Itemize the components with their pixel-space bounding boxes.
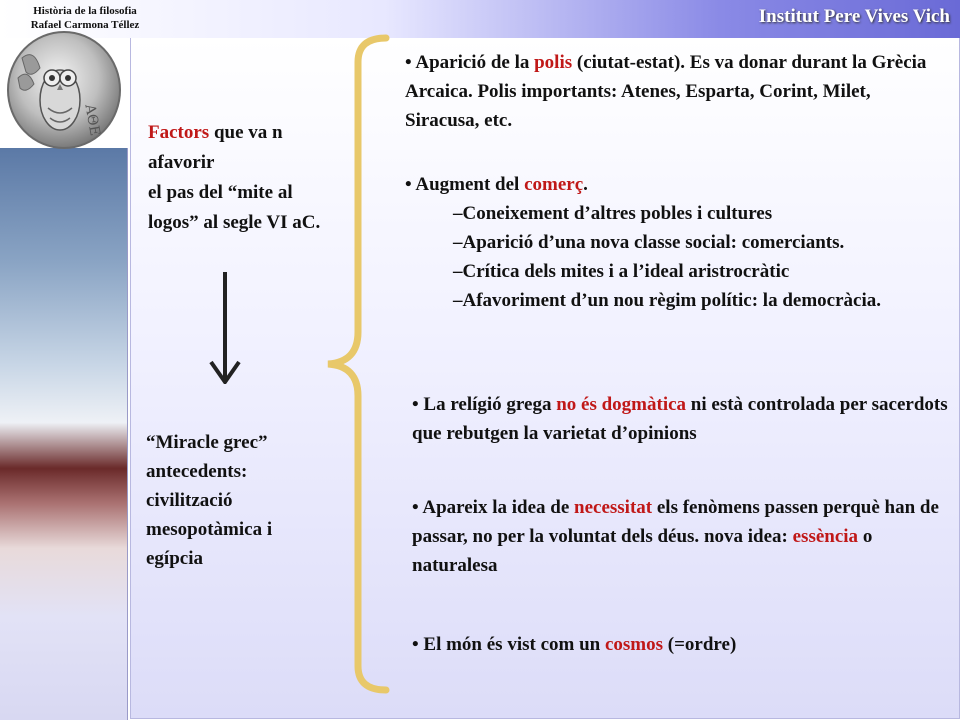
bullet-necessitat-pre: • Apareix la idea de [412,497,575,518]
factors-keyword: Factors [148,122,210,143]
coin-inscription: ΑΘΕ [81,103,103,138]
bullet-comerc-keyword: comerç [524,174,584,195]
bullet-religio-pre: • La relígió grega [412,394,557,415]
sub-item: –Coneixement d’altres pobles i cultures [453,203,773,224]
bullet-comerc [405,170,950,315]
miracle-grec-note [146,428,326,573]
bullet-polis-keyword: polis [534,52,573,73]
sub-item: –Crítica dels mites i a l’ideal aristrocràtic [453,261,790,282]
bullet-religio [412,390,952,448]
bullet-necessitat-mid: els fenòmens passen perquè han de passar, no per la voluntat dels déus. [412,497,939,547]
sub-item: –Aparició d’una nova classe social: comerciants. [453,232,845,253]
bullet-cosmos-pre: • El món és vist com un [412,634,605,655]
bullet-polis-pre: • Aparició de la [405,52,535,73]
factors-text: que va n afavorir [148,122,283,173]
course-title-line1: Història de la filosofia [33,5,137,17]
bullet-comerc-post: . [583,174,588,195]
curly-brace-icon [318,32,396,696]
bullet-religio-post: ni està controlada per sacerdots que rebutgen la varietat d’opinions [412,394,948,444]
factors-text-line2: el pas del “mite al logos” al segle VI aC. [148,182,321,233]
sub-item: –Afavoriment d’un nou règim polític: la democràcia. [453,290,881,311]
bullet-necessitat-post: o naturalesa [412,526,873,576]
institute-name: Institut Pere Vives Vich [758,6,950,27]
bullet-polis [405,48,945,135]
factors-heading [148,118,328,238]
bullet-necessitat [412,493,957,580]
side-gradient-strip [0,148,128,720]
course-title-line2: Rafael Carmona Téllez [30,19,140,31]
bullet-religio-keyword: no és dogmàtica [556,394,687,415]
miracle-text: antecedents: civilització mesopotàmica i egípcia [146,461,273,569]
miracle-title: “Miracle grec” [146,432,268,453]
bullet-necessitat-keyword2: essència [792,526,859,547]
bullet-comerc-pre: • Augment del [405,174,525,195]
bullet-cosmos-post: (=ordre) [663,634,737,655]
owl-coin-icon [4,28,124,150]
down-arrow-icon [205,272,245,384]
bullet-polis-post: (ciutat-estat). Es va donar durant la Grècia Arcaica. Polis importants: Atenes, Esparta, Corint, Milet, Siracusa, etc. [405,52,927,131]
bullet-cosmos [412,630,952,659]
bullet-necessitat-mid2: nova idea: [699,526,793,547]
bullet-necessitat-keyword: necessitat [574,497,653,518]
bullet-cosmos-keyword: cosmos [604,634,664,655]
